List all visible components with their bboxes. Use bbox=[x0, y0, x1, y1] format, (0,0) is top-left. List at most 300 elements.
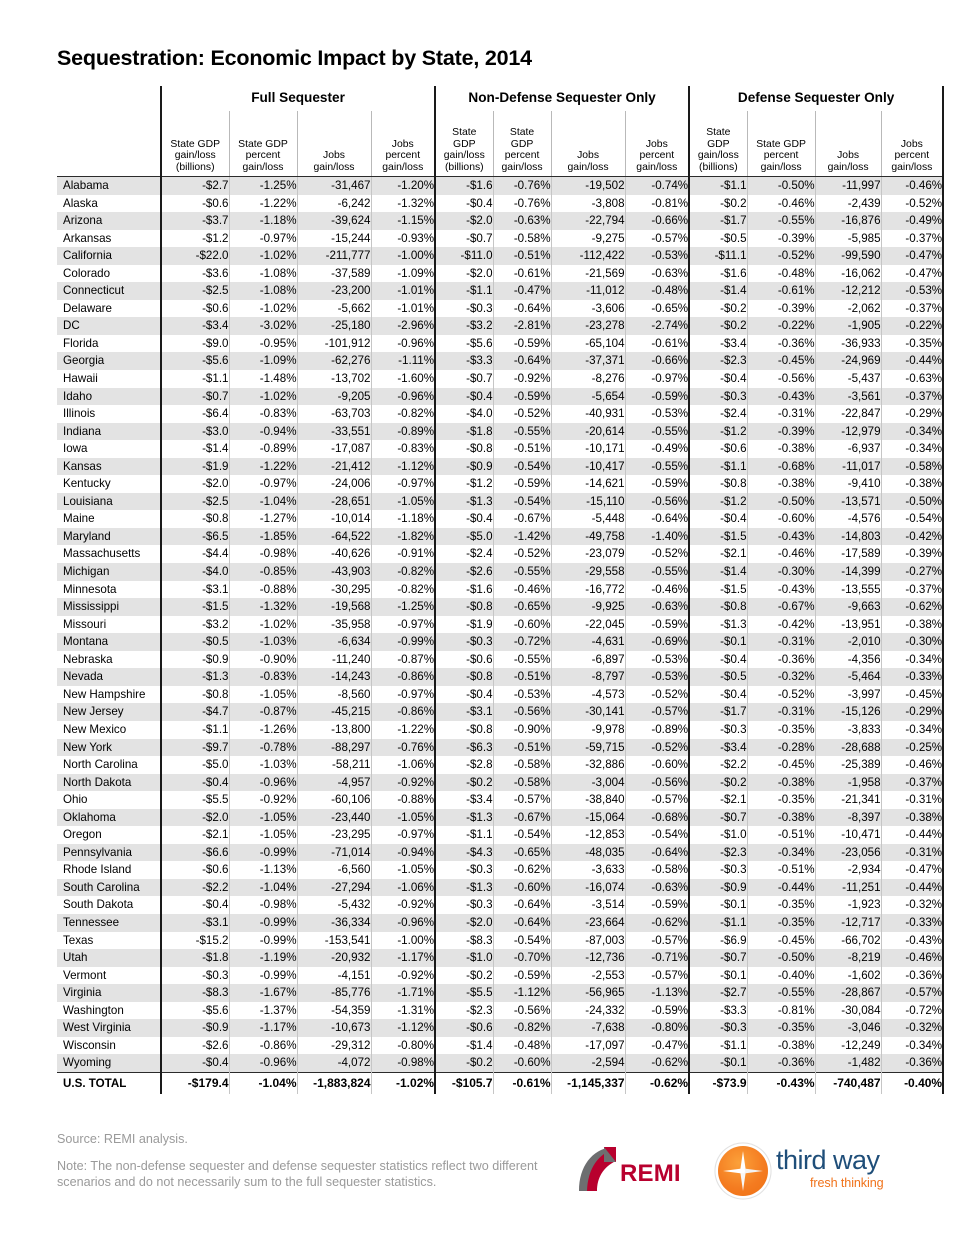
cell-value: -1.25% bbox=[371, 598, 435, 616]
cell-value: -1,145,337 bbox=[551, 1072, 625, 1094]
cell-value: -$0.1 bbox=[689, 633, 747, 651]
cell-value: -$0.4 bbox=[161, 896, 229, 914]
cell-value: -27,294 bbox=[297, 879, 371, 897]
cell-value: -0.52% bbox=[747, 247, 815, 265]
cell-value: -11,251 bbox=[815, 879, 881, 897]
column-header-defense-gdp-billions: State GDP gain/loss (billions) bbox=[689, 111, 747, 177]
cell-value: -0.32% bbox=[881, 896, 943, 914]
group-header-row bbox=[57, 86, 943, 111]
cell-value: -0.31% bbox=[747, 703, 815, 721]
cell-value: -0.58% bbox=[493, 774, 551, 792]
cell-value: -0.40% bbox=[747, 967, 815, 985]
cell-value: -0.92% bbox=[229, 791, 297, 809]
table-row bbox=[57, 528, 943, 546]
cell-value: -0.56% bbox=[625, 493, 689, 511]
cell-value: -13,951 bbox=[815, 616, 881, 634]
table-row bbox=[57, 1002, 943, 1020]
cell-value: -$0.4 bbox=[689, 686, 747, 704]
table-row bbox=[57, 984, 943, 1002]
cell-value: -24,332 bbox=[551, 1002, 625, 1020]
cell-value: -0.92% bbox=[371, 967, 435, 985]
column-header-nondefense-gdp-percent: State GDP percent gain/loss bbox=[493, 111, 551, 177]
cell-value: -0.30% bbox=[881, 633, 943, 651]
cell-value: -20,614 bbox=[551, 423, 625, 441]
cell-value: -$1.5 bbox=[161, 598, 229, 616]
cell-value: -$0.4 bbox=[435, 388, 493, 406]
cell-value: -$0.2 bbox=[689, 317, 747, 335]
table-row bbox=[57, 370, 943, 388]
cell-value: -$0.9 bbox=[435, 458, 493, 476]
cell-value: -$1.3 bbox=[435, 493, 493, 511]
cell-value: -0.98% bbox=[229, 896, 297, 914]
cell-state-name: North Dakota bbox=[57, 774, 161, 792]
cell-value: -$0.1 bbox=[689, 967, 747, 985]
cell-value: -1.05% bbox=[229, 686, 297, 704]
cell-value: -21,569 bbox=[551, 265, 625, 283]
cell-value: -0.99% bbox=[229, 914, 297, 932]
cell-value: -$0.8 bbox=[161, 510, 229, 528]
cell-value: -$2.6 bbox=[435, 563, 493, 581]
cell-value: -1.31% bbox=[371, 1002, 435, 1020]
cell-value: -0.37% bbox=[881, 230, 943, 248]
cell-value: -$6.5 bbox=[161, 528, 229, 546]
cell-value: -$1.0 bbox=[689, 826, 747, 844]
cell-state-name: Colorado bbox=[63, 266, 111, 280]
cell-value: -0.97% bbox=[625, 370, 689, 388]
cell-state-name: Louisiana bbox=[57, 493, 161, 511]
cell-value: -0.36% bbox=[881, 1054, 943, 1072]
cell-state-name: Vermont bbox=[63, 968, 107, 982]
cell-value: -85,776 bbox=[297, 984, 371, 1002]
cell-value: -$1.1 bbox=[435, 282, 493, 300]
cell-value: -0.47% bbox=[493, 282, 551, 300]
cell-value: -0.57% bbox=[625, 791, 689, 809]
cell-value: -0.86% bbox=[371, 668, 435, 686]
cell-value: -$0.1 bbox=[689, 1054, 747, 1072]
cell-value: -32,886 bbox=[551, 756, 625, 774]
cell-value: -0.99% bbox=[229, 844, 297, 862]
cell-value: -0.55% bbox=[747, 212, 815, 230]
cell-value: -$0.2 bbox=[689, 195, 747, 213]
cell-value: -1,482 bbox=[815, 1054, 881, 1072]
table-row bbox=[57, 475, 943, 493]
table-row bbox=[57, 352, 943, 370]
cell-value: -0.92% bbox=[493, 370, 551, 388]
cell-value: -$3.0 bbox=[161, 423, 229, 441]
cell-value: -54,359 bbox=[297, 1002, 371, 1020]
cell-value: -5,448 bbox=[551, 510, 625, 528]
cell-value: -0.35% bbox=[881, 335, 943, 353]
table-row bbox=[57, 458, 943, 476]
cell-state-name: Rhode Island bbox=[63, 863, 132, 877]
cell-value: -0.29% bbox=[881, 703, 943, 721]
column-header-nondefense-jobs: Jobs gain/loss bbox=[551, 111, 625, 177]
cell-value: -16,062 bbox=[815, 265, 881, 283]
cell-value: -0.98% bbox=[229, 545, 297, 563]
cell-value: -2,062 bbox=[815, 300, 881, 318]
cell-value: -$1.3 bbox=[689, 616, 747, 634]
cell-value: -0.38% bbox=[747, 440, 815, 458]
cell-value: -$5.5 bbox=[161, 791, 229, 809]
cell-value: -1.82% bbox=[371, 528, 435, 546]
cell-value: -10,171 bbox=[551, 440, 625, 458]
logo-group bbox=[578, 1140, 908, 1206]
cell-value: -0.85% bbox=[229, 563, 297, 581]
cell-value: -0.55% bbox=[625, 563, 689, 581]
cell-state-name: Maine bbox=[63, 512, 95, 526]
cell-value: -1.20% bbox=[371, 177, 435, 195]
cell-value: -$0.7 bbox=[689, 949, 747, 967]
cell-value: -1.32% bbox=[371, 195, 435, 213]
cell-value: -$73.9 bbox=[689, 1072, 747, 1094]
cell-value: -0.68% bbox=[625, 809, 689, 827]
cell-value: -31,467 bbox=[297, 177, 371, 195]
cell-value: -$5.6 bbox=[161, 352, 229, 370]
cell-value: -23,295 bbox=[297, 826, 371, 844]
cell-value: -1.08% bbox=[229, 265, 297, 283]
cell-value: -9,663 bbox=[815, 598, 881, 616]
cell-value: -$0.3 bbox=[689, 388, 747, 406]
cell-value: -0.51% bbox=[747, 826, 815, 844]
cell-value: -66,702 bbox=[815, 932, 881, 950]
table-row bbox=[57, 914, 943, 932]
cell-state-name: Montana bbox=[57, 633, 161, 651]
cell-value: -$11.1 bbox=[689, 247, 747, 265]
cell-value: -3,606 bbox=[551, 300, 625, 318]
cell-value: -0.54% bbox=[493, 493, 551, 511]
cell-value: -$3.3 bbox=[435, 352, 493, 370]
cell-value: -740,487 bbox=[815, 1072, 881, 1094]
cell-value: -$9.0 bbox=[161, 335, 229, 353]
cell-state-name: Texas bbox=[63, 933, 94, 947]
cell-value: -$2.5 bbox=[161, 493, 229, 511]
cell-value: -0.57% bbox=[881, 984, 943, 1002]
cell-value: -0.56% bbox=[493, 1002, 551, 1020]
cell-value: -9,410 bbox=[815, 475, 881, 493]
cell-value: -0.35% bbox=[747, 1019, 815, 1037]
cell-value: -$2.3 bbox=[435, 1002, 493, 1020]
cell-value: -0.65% bbox=[493, 844, 551, 862]
cell-value: -$3.2 bbox=[435, 317, 493, 335]
cell-value: -1.02% bbox=[229, 247, 297, 265]
cell-value: -$1.5 bbox=[689, 581, 747, 599]
compass-needle-icon bbox=[718, 1146, 768, 1196]
cell-value: -0.53% bbox=[625, 668, 689, 686]
cell-value: -0.53% bbox=[881, 282, 943, 300]
cell-value: -0.39% bbox=[747, 230, 815, 248]
cell-value: -$1.8 bbox=[161, 949, 229, 967]
table-row bbox=[57, 703, 943, 721]
cell-value: -0.66% bbox=[625, 212, 689, 230]
cell-value: -0.50% bbox=[747, 177, 815, 195]
table-row bbox=[57, 879, 943, 897]
cell-value: -0.52% bbox=[625, 545, 689, 563]
cell-value: -0.88% bbox=[371, 791, 435, 809]
cell-value: -0.70% bbox=[493, 949, 551, 967]
cell-value: -0.38% bbox=[881, 616, 943, 634]
cell-value: -0.45% bbox=[747, 352, 815, 370]
cell-value: -0.80% bbox=[625, 1019, 689, 1037]
cell-value: -0.52% bbox=[493, 405, 551, 423]
cell-value: -0.99% bbox=[229, 932, 297, 950]
table-row bbox=[57, 247, 943, 265]
cell-value: -4,576 bbox=[815, 510, 881, 528]
cell-state-name: Nebraska bbox=[63, 652, 113, 666]
column-header-defense-gdp-percent: State GDP percent gain/loss bbox=[747, 111, 815, 177]
cell-value: -0.60% bbox=[625, 756, 689, 774]
cell-value: -$0.4 bbox=[435, 510, 493, 528]
cell-value: -0.60% bbox=[493, 1054, 551, 1072]
cell-value: -2,934 bbox=[815, 861, 881, 879]
table-row bbox=[57, 510, 943, 528]
table-row bbox=[57, 668, 943, 686]
cell-state-name: Minnesota bbox=[63, 582, 117, 596]
cell-value: -0.60% bbox=[493, 879, 551, 897]
cell-state-name: North Carolina bbox=[63, 758, 138, 772]
cell-value: -0.91% bbox=[371, 545, 435, 563]
cell-value: -1,958 bbox=[815, 774, 881, 792]
cell-value: -0.48% bbox=[493, 1037, 551, 1055]
cell-value: -37,589 bbox=[297, 265, 371, 283]
cell-value: -0.63% bbox=[625, 879, 689, 897]
cell-value: -$1.1 bbox=[161, 370, 229, 388]
cell-value: -0.47% bbox=[881, 247, 943, 265]
cell-value: -0.59% bbox=[625, 616, 689, 634]
cell-value: -1.19% bbox=[229, 949, 297, 967]
page-title: Sequestration: Economic Impact by State, 2014 bbox=[57, 46, 532, 70]
cell-value: -2.81% bbox=[493, 317, 551, 335]
table-row bbox=[57, 809, 943, 827]
cell-value: -$0.6 bbox=[435, 1019, 493, 1037]
cell-value: -5,437 bbox=[815, 370, 881, 388]
cell-value: -6,560 bbox=[297, 861, 371, 879]
cell-value: -3,808 bbox=[551, 195, 625, 213]
cell-value: -0.97% bbox=[229, 230, 297, 248]
cell-state-name: Arizona bbox=[57, 212, 161, 230]
cell-value: -0.97% bbox=[371, 616, 435, 634]
cell-value: -38,840 bbox=[551, 791, 625, 809]
cell-value: -4,356 bbox=[815, 651, 881, 669]
sequestration-impact-table bbox=[57, 86, 944, 1094]
cell-value: -$3.3 bbox=[689, 1002, 747, 1020]
cell-value: -$0.5 bbox=[689, 668, 747, 686]
cell-value: -$179.4 bbox=[161, 1072, 229, 1094]
cell-value: -0.78% bbox=[229, 739, 297, 757]
table-row bbox=[57, 545, 943, 563]
cell-value: -0.54% bbox=[881, 510, 943, 528]
table-row bbox=[57, 1019, 943, 1037]
cell-value: -0.43% bbox=[747, 581, 815, 599]
cell-value: -2,439 bbox=[815, 195, 881, 213]
table-row bbox=[57, 774, 943, 792]
cell-value: -$2.4 bbox=[689, 405, 747, 423]
cell-value: -0.45% bbox=[747, 932, 815, 950]
cell-value: -1,602 bbox=[815, 967, 881, 985]
cell-value: -16,074 bbox=[551, 879, 625, 897]
cell-value: -0.92% bbox=[371, 774, 435, 792]
cell-value: -24,969 bbox=[815, 352, 881, 370]
cell-value: -0.35% bbox=[747, 914, 815, 932]
cell-value: -$0.6 bbox=[161, 195, 229, 213]
cell-value: -$3.1 bbox=[435, 703, 493, 721]
cell-value: -$0.4 bbox=[435, 686, 493, 704]
cell-value: -0.53% bbox=[625, 247, 689, 265]
cell-value: -0.98% bbox=[371, 1054, 435, 1072]
group-header-spacer bbox=[57, 86, 161, 111]
cell-value: -10,417 bbox=[551, 458, 625, 476]
cell-state-name: New Jersey bbox=[57, 703, 161, 721]
cell-value: -9,205 bbox=[297, 388, 371, 406]
cell-value: -1.18% bbox=[229, 212, 297, 230]
cell-value: -0.61% bbox=[493, 1072, 551, 1094]
cell-value: -0.59% bbox=[625, 388, 689, 406]
cell-value: -0.62% bbox=[493, 861, 551, 879]
cell-value: -$2.1 bbox=[689, 545, 747, 563]
cell-value: -$0.2 bbox=[689, 300, 747, 318]
table-row bbox=[57, 300, 943, 318]
cell-value: -20,932 bbox=[297, 949, 371, 967]
table-row bbox=[57, 317, 943, 335]
cell-value: -0.62% bbox=[881, 598, 943, 616]
cell-value: -6,897 bbox=[551, 651, 625, 669]
column-header-defense-jobs-percent: Jobs percent gain/loss bbox=[881, 111, 943, 177]
cell-value: -0.63% bbox=[493, 212, 551, 230]
cell-value: -$1.9 bbox=[435, 616, 493, 634]
cell-value: -0.71% bbox=[625, 949, 689, 967]
sub-header-row bbox=[57, 111, 943, 177]
cell-value: -0.99% bbox=[371, 633, 435, 651]
cell-value: -0.59% bbox=[493, 967, 551, 985]
cell-value: -$1.3 bbox=[435, 809, 493, 827]
cell-value: -63,703 bbox=[297, 405, 371, 423]
cell-value: -9,925 bbox=[551, 598, 625, 616]
cell-value: -0.61% bbox=[625, 335, 689, 353]
cell-value: -1.42% bbox=[493, 528, 551, 546]
cell-value: -17,097 bbox=[551, 1037, 625, 1055]
cell-value: -$0.9 bbox=[689, 879, 747, 897]
cell-value: -$4.0 bbox=[161, 563, 229, 581]
cell-value: -0.49% bbox=[881, 212, 943, 230]
cell-value: -25,389 bbox=[815, 756, 881, 774]
cell-value: -$5.6 bbox=[161, 1002, 229, 1020]
table-row bbox=[57, 896, 943, 914]
cell-value: -8,797 bbox=[551, 668, 625, 686]
cell-value: -0.46% bbox=[881, 756, 943, 774]
cell-value: -0.46% bbox=[625, 581, 689, 599]
cell-value: -0.36% bbox=[747, 335, 815, 353]
cell-state-name: Alaska bbox=[63, 196, 98, 210]
cell-value: -30,141 bbox=[551, 703, 625, 721]
cell-value: -1.12% bbox=[371, 458, 435, 476]
cell-value: -$1.2 bbox=[161, 230, 229, 248]
cell-value: -2,553 bbox=[551, 967, 625, 985]
cell-value: -0.43% bbox=[747, 528, 815, 546]
cell-value: -$1.2 bbox=[689, 423, 747, 441]
cell-value: -0.31% bbox=[747, 633, 815, 651]
cell-value: -$4.0 bbox=[435, 405, 493, 423]
cell-value: -1.27% bbox=[229, 510, 297, 528]
table-row bbox=[57, 581, 943, 599]
cell-value: -12,979 bbox=[815, 423, 881, 441]
cell-value: -0.32% bbox=[747, 668, 815, 686]
cell-value: -3,046 bbox=[815, 1019, 881, 1037]
cell-value: -0.59% bbox=[493, 335, 551, 353]
cell-value: -37,371 bbox=[551, 352, 625, 370]
table-row bbox=[57, 967, 943, 985]
cell-value: -15,110 bbox=[551, 493, 625, 511]
cell-value: -$0.3 bbox=[435, 633, 493, 651]
cell-value: -0.22% bbox=[747, 317, 815, 335]
cell-value: -1.05% bbox=[229, 826, 297, 844]
cell-value: -$0.3 bbox=[435, 300, 493, 318]
cell-value: -0.96% bbox=[371, 914, 435, 932]
cell-state-name: Iowa bbox=[63, 442, 88, 456]
cell-value: -6,634 bbox=[297, 633, 371, 651]
table-row bbox=[57, 686, 943, 704]
cell-value: -0.52% bbox=[747, 686, 815, 704]
table-row bbox=[57, 739, 943, 757]
cell-value: -0.54% bbox=[493, 826, 551, 844]
cell-value: -28,688 bbox=[815, 739, 881, 757]
table-row bbox=[57, 756, 943, 774]
cell-value: -1.01% bbox=[371, 282, 435, 300]
cell-value: -0.55% bbox=[747, 984, 815, 1002]
cell-value: -43,903 bbox=[297, 563, 371, 581]
cell-value: -0.97% bbox=[371, 686, 435, 704]
cell-value: -0.44% bbox=[881, 879, 943, 897]
cell-value: -45,215 bbox=[297, 703, 371, 721]
cell-value: -71,014 bbox=[297, 844, 371, 862]
cell-value: -3.02% bbox=[229, 317, 297, 335]
cell-value: -$0.5 bbox=[689, 230, 747, 248]
cell-value: -2,010 bbox=[815, 633, 881, 651]
cell-value: -12,249 bbox=[815, 1037, 881, 1055]
cell-value: -0.81% bbox=[625, 195, 689, 213]
column-header-defense-jobs: Jobs gain/loss bbox=[815, 111, 881, 177]
table-row bbox=[57, 1054, 943, 1072]
cell-value: -0.45% bbox=[747, 756, 815, 774]
cell-value: -$1.7 bbox=[689, 703, 747, 721]
cell-value: -14,243 bbox=[297, 668, 371, 686]
cell-state-name: New Hampshire bbox=[63, 687, 146, 701]
cell-value: -$1.0 bbox=[435, 949, 493, 967]
cell-value: -30,295 bbox=[297, 581, 371, 599]
cell-value: -0.82% bbox=[371, 563, 435, 581]
cell-value: -58,211 bbox=[297, 756, 371, 774]
cell-value: -10,014 bbox=[297, 510, 371, 528]
cell-value: -0.45% bbox=[881, 686, 943, 704]
cell-value: -$6.9 bbox=[689, 932, 747, 950]
cell-value: -$2.0 bbox=[435, 265, 493, 283]
cell-value: -0.60% bbox=[493, 616, 551, 634]
cell-value: -4,573 bbox=[551, 686, 625, 704]
cell-value: -$3.4 bbox=[689, 739, 747, 757]
table-row bbox=[57, 844, 943, 862]
cell-value: -0.36% bbox=[881, 967, 943, 985]
cell-value: -0.32% bbox=[881, 1019, 943, 1037]
cell-value: -3,514 bbox=[551, 896, 625, 914]
cell-value: -0.72% bbox=[493, 633, 551, 651]
cell-value: -0.61% bbox=[493, 265, 551, 283]
group-header-full-sequester: Full Sequester bbox=[161, 86, 435, 111]
cell-value: -$1.4 bbox=[435, 1037, 493, 1055]
cell-state-name: Florida bbox=[63, 336, 99, 350]
table-row-total bbox=[57, 1072, 943, 1094]
table-row bbox=[57, 388, 943, 406]
cell-value: -1,905 bbox=[815, 317, 881, 335]
cell-value: -29,312 bbox=[297, 1037, 371, 1055]
cell-value: -0.48% bbox=[625, 282, 689, 300]
